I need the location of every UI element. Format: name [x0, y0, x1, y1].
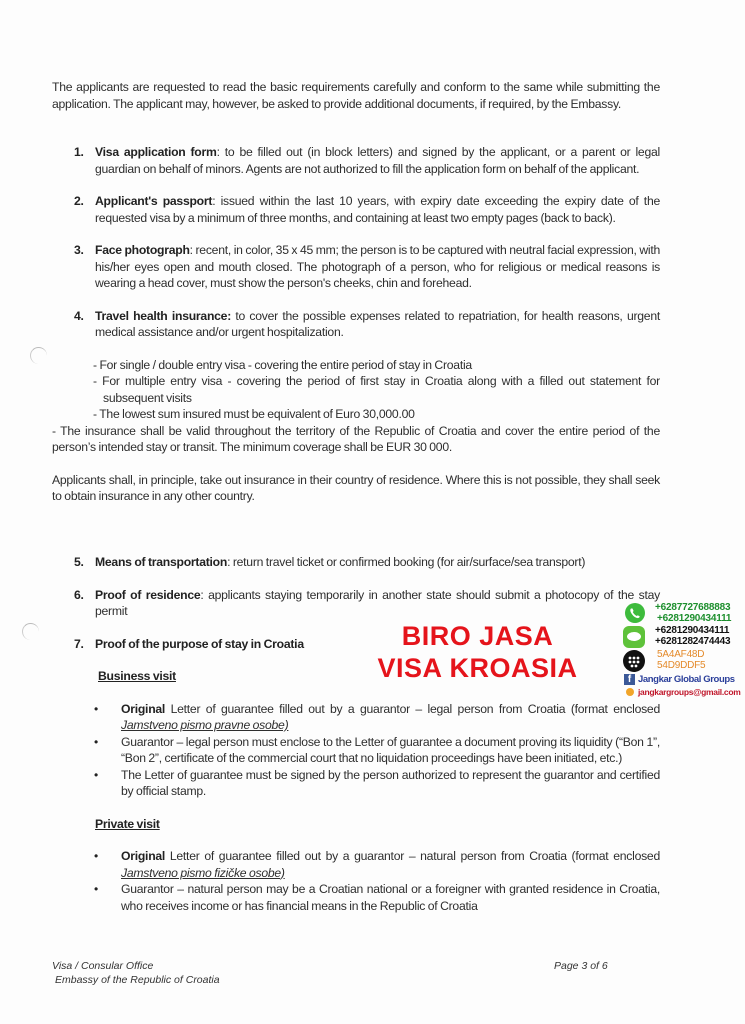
intro-paragraph: The applicants are requested to read the basic requirements carefully and conform to the same while submitting the application. The applicant may, however, be asked to provide additional documents, if required, by the Embassy. [52, 80, 660, 111]
email-address: jangkargroups@gmail.com [638, 687, 741, 697]
watermark-line-2: VISA KROASIA [377, 653, 578, 683]
item-number: 3. [74, 243, 84, 257]
line-icon [623, 626, 645, 648]
bullet-icon: • [94, 701, 98, 716]
watermark-line-1: BIRO JASA [401, 621, 554, 651]
footer-embassy: Embassy of the Republic of Croatia [55, 974, 220, 986]
item-text: : applicants staying temporarily in another state should submit a photocopy of the stay permit [95, 587, 660, 618]
bbm-pin: 54D9DDF5 [657, 660, 706, 671]
blackberry-icon [623, 650, 645, 672]
item-number: 4. [74, 308, 84, 323]
item-visa-application-form [74, 144, 660, 177]
insurance-dash-item: - The lowest sum insured must be equivalent of Euro 30,000.00 [93, 407, 415, 421]
bbm-pin: 5A4AF48D [657, 649, 705, 660]
item-text: : issued within the last 10 years, with expiry date exceeding the expiry date of the requested visa by a minimum of three months, and containing at least two empty pages (back to back). [95, 194, 660, 225]
private-bullet-item [94, 881, 660, 914]
bullet-text: Guarantor – natural person may be a Croatian national or a foreigner with granted residence in Croatia, who receives income or has financial means in the Republic of Croatia [121, 882, 660, 913]
item-number: 5. [74, 555, 84, 569]
footer-office: Visa / Consular Office [52, 960, 154, 972]
item-means-of-transportation [74, 554, 660, 571]
bullet-icon: • [94, 849, 98, 863]
insurance-residence-paragraph: Applicants shall, in principle, take out insurance in their country of residence. Where this is not possible, they shall seek to obtain insurance in any other country. [52, 472, 660, 503]
item-text: : to be filled out (in block letters) and signed by the applicant, or a parent or legal guardian on behalf of minors. Agents are not authorized to fill the application form on behalf of the applicant. [95, 145, 660, 176]
item-number: 2. [74, 194, 84, 208]
bullet-text: Letter of guarantee filled out by a guarantor – natural person from Croatia (format enclosed [165, 849, 660, 863]
bullet-icon: • [94, 767, 98, 782]
line-phone: +6281282474443 [655, 636, 731, 647]
private-bullet-list [94, 848, 660, 914]
footer-page-number: Page 3 of 6 [554, 960, 608, 972]
item-title: Applicant's passport [95, 194, 213, 208]
business-bullet-list [94, 701, 660, 800]
business-bullet-item [94, 767, 660, 800]
item-title: Visa application form [95, 145, 217, 159]
business-bullet-item [94, 701, 660, 734]
item-title: Proof of the purpose of stay in Croatia [95, 636, 304, 651]
jamstveno-pismo-fizicke-osobe-link[interactable]: Jamstveno pismo fizičke osobe) [121, 865, 285, 880]
bullet-icon: • [94, 734, 98, 749]
item-face-photograph [74, 242, 661, 292]
private-bullet-item [94, 848, 660, 881]
item-number: 1. [74, 145, 84, 159]
facebook-page-name: Jangkar Global Groups [638, 674, 735, 685]
whatsapp-phone: +6281290434111 [657, 613, 732, 624]
item-number: 6. [74, 587, 84, 602]
item-title: Face photograph [95, 243, 190, 257]
insurance-dash-item [93, 373, 660, 406]
bullet-text: Letter of guarantee filled out by a guarantor – legal person from Croatia (format enclosed [165, 701, 660, 716]
jamstveno-pismo-pravne-osobe-link[interactable]: Jamstveno pismo pravne osobe) [121, 718, 289, 732]
insurance-dash-item: - For single / double entry visa - covering the entire period of stay in Croatia [93, 357, 472, 372]
email-icon [626, 688, 634, 696]
requirements-list-bottom [0, 554, 700, 914]
item-text: : recent, in color, 35 x 45 mm; the person is to be captured with neutral facial expression, with his/her eyes open and mouth closed. The photograph of a person, who for religious or medical reasons is wearing a head cover, must show the person's cheeks, chin and forehead. [95, 243, 661, 290]
bullet-icon: • [94, 882, 98, 896]
private-visit-heading: Private visit [95, 816, 160, 831]
bullet-bold: Original [121, 849, 166, 863]
item-title: Travel health insurance: [95, 308, 231, 323]
item-proof-of-residence [74, 587, 660, 620]
item-text: to cover the possible expenses related to repatriation, for health reasons, urgent medical assistance and/or urgent hospitalization. [95, 308, 660, 339]
business-bullet-item [94, 734, 660, 767]
line-phone: +6281290434111 [655, 625, 730, 636]
whatsapp-icon [624, 602, 646, 624]
bullet-text: The Letter of guarantee must be signed by the person authorized to represent the guarantor and certified by official stamp. [121, 767, 660, 798]
requirements-list-top [0, 144, 700, 505]
business-visit-heading: Business visit [98, 669, 176, 683]
bullet-text: Guarantor – legal person must enclose to the Letter of guarantee a document proving its liquidity (“Bon 1”, “Bon 2”, certificate of the commercial court that no liquidation proceedings have been initiated, etc.) [121, 734, 660, 765]
item-applicants-passport [74, 193, 660, 226]
item-number: 7. [74, 636, 84, 651]
facebook-icon: f [624, 674, 635, 685]
bullet-bold: Original [121, 701, 166, 716]
item-travel-health-insurance [74, 308, 660, 341]
item-title: Proof of residence [95, 587, 201, 602]
item-title: Means of transportation [95, 555, 228, 569]
insurance-validity-paragraph: - The insurance shall be valid throughout the territory of the Republic of Croatia and cover the entire period of the person’s intended stay or transit. The minimum coverage shall be EUR 30 000. [52, 423, 660, 454]
item-proof-of-purpose [74, 636, 345, 653]
item-text: : return travel ticket or confirmed booking (for air/surface/sea transport) [227, 555, 586, 569]
insurance-dash-text: - For multiple entry visa - covering the period of first stay in Croatia along with a filled out statement for subsequent visits [93, 374, 660, 405]
whatsapp-phone: +6287727688883 [655, 602, 731, 613]
